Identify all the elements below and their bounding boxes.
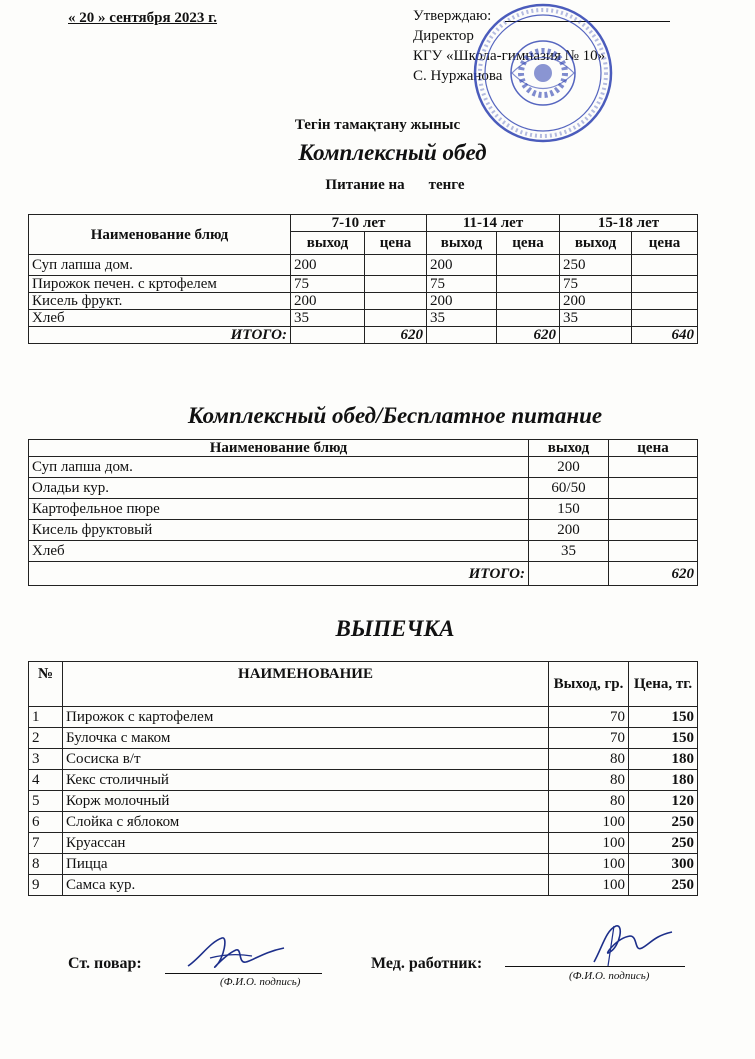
cell-value: 200 [427, 293, 497, 310]
cell-value: 200 [427, 255, 497, 276]
cell-value [365, 276, 427, 293]
approval-line-2: Директор [413, 28, 474, 44]
cell-value [632, 255, 698, 276]
cell-out: 150 [529, 499, 609, 520]
dish-name: Пирожок печен. с кртофелем [29, 276, 291, 293]
header-age-7-10: 7-10 лет [291, 215, 427, 232]
cell-value [497, 310, 560, 327]
row-number: 5 [29, 791, 63, 812]
row-number: 1 [29, 707, 63, 728]
table-row [29, 707, 698, 728]
item-name: Самса кур. [63, 875, 549, 896]
header-dish-name: Наименование блюд [29, 440, 529, 457]
empty-cell [427, 327, 497, 344]
row-number: 2 [29, 728, 63, 749]
cook-label: Ст. повар: [68, 955, 142, 972]
table-row [29, 833, 698, 854]
row-number: 6 [29, 812, 63, 833]
dish-name: Кисель фруктовый [29, 520, 529, 541]
dish-name: Суп лапша дом. [29, 457, 529, 478]
item-name: Пицца [63, 854, 549, 875]
cell-out: 35 [529, 541, 609, 562]
item-name: Сосиска в/т [63, 749, 549, 770]
bakery-title: ВЫПЕЧКА [335, 616, 455, 641]
cell-value: 200 [291, 255, 365, 276]
item-price: 250 [629, 812, 698, 833]
total-label: ИТОГО: [29, 562, 529, 586]
table-row [29, 478, 698, 499]
item-price: 150 [629, 728, 698, 749]
total-label: ИТОГО: [29, 327, 291, 344]
item-name: Корж молочный [63, 791, 549, 812]
empty-cell [529, 562, 609, 586]
item-out: 80 [549, 791, 629, 812]
total-value: 620 [365, 327, 427, 344]
medic-signature [580, 918, 680, 970]
cell-value: 75 [560, 276, 632, 293]
row-number: 7 [29, 833, 63, 854]
cell-value: 75 [291, 276, 365, 293]
header-age-15-18: 15-18 лет [560, 215, 698, 232]
bakery-table [28, 661, 698, 896]
dish-name: Картофельное пюре [29, 499, 529, 520]
subtitle [0, 177, 755, 194]
cell-price [609, 499, 698, 520]
header-price: цена [609, 440, 698, 457]
table-row [29, 293, 698, 310]
cook-sign-hint: (Ф.И.О. подпись) [220, 976, 301, 988]
item-price: 120 [629, 791, 698, 812]
item-name: Булочка с маком [63, 728, 549, 749]
cell-value [497, 255, 560, 276]
document-date: « 20 » сентября 2023 г. [68, 10, 218, 26]
free-lunch-title: Комплексный обед/Бесплатное питание [187, 403, 603, 428]
cell-value: 35 [291, 310, 365, 327]
table-row [29, 854, 698, 875]
cell-out: 200 [529, 457, 609, 478]
page-title: Комплексный обед [298, 140, 487, 165]
cell-out: 200 [529, 520, 609, 541]
table-row [29, 255, 698, 276]
header-price: цена [497, 232, 560, 255]
item-out: 70 [549, 707, 629, 728]
table-row [29, 728, 698, 749]
item-name: Слойка с яблоком [63, 812, 549, 833]
empty-cell [560, 327, 632, 344]
dish-name: Хлеб [29, 541, 529, 562]
free-lunch-table [28, 439, 698, 586]
header-price: Цена, тг. [629, 662, 698, 707]
cell-value [365, 255, 427, 276]
cell-out: 60/50 [529, 478, 609, 499]
cell-price [609, 520, 698, 541]
header-age-11-14: 11-14 лет [427, 215, 560, 232]
header-out: выход [291, 232, 365, 255]
cell-value: 35 [427, 310, 497, 327]
approval-line-4: С. Нуржанова [413, 68, 503, 84]
table-row [29, 791, 698, 812]
total-value: 620 [497, 327, 560, 344]
item-out: 100 [549, 875, 629, 896]
header-price: цена [632, 232, 698, 255]
item-price: 300 [629, 854, 698, 875]
cell-value [365, 293, 427, 310]
item-out: 100 [549, 854, 629, 875]
total-row [29, 327, 698, 344]
header-name: НАИМЕНОВАНИЕ [63, 662, 549, 707]
cell-value [632, 310, 698, 327]
subtitle-left: Питание на [325, 177, 405, 193]
item-out: 100 [549, 812, 629, 833]
dish-name: Оладьи кур. [29, 478, 529, 499]
cell-value: 200 [560, 293, 632, 310]
cell-value: 250 [560, 255, 632, 276]
approval-line-3: КГУ «Школа-гимназия № 10» [413, 48, 606, 64]
header-number: № [29, 662, 63, 707]
cell-price [609, 541, 698, 562]
cell-value [632, 276, 698, 293]
item-name: Пирожок с картофелем [63, 707, 549, 728]
cell-value [497, 276, 560, 293]
cell-price [609, 478, 698, 499]
table-row [29, 812, 698, 833]
empty-cell [291, 327, 365, 344]
table-row [29, 310, 698, 327]
total-value: 620 [609, 562, 698, 586]
medic-label: Мед. работник: [371, 955, 483, 972]
row-number: 4 [29, 770, 63, 791]
table-row [29, 749, 698, 770]
approval-line-1: Утверждаю: [413, 8, 492, 24]
dish-name: Суп лапша дом. [29, 255, 291, 276]
kz-title: Тегін тамақтану жыныс [294, 117, 461, 133]
table-row [29, 276, 698, 293]
item-price: 250 [629, 875, 698, 896]
item-out: 70 [549, 728, 629, 749]
cell-value [497, 293, 560, 310]
item-name: Круассан [63, 833, 549, 854]
item-out: 100 [549, 833, 629, 854]
item-name: Кекс столичный [63, 770, 549, 791]
table-row [29, 520, 698, 541]
cell-value: 200 [291, 293, 365, 310]
table-row [29, 499, 698, 520]
cell-value: 75 [427, 276, 497, 293]
cell-price [609, 457, 698, 478]
table-row [29, 770, 698, 791]
item-out: 80 [549, 770, 629, 791]
header-out: выход [427, 232, 497, 255]
subtitle-right: тенге [428, 177, 465, 193]
total-value: 640 [632, 327, 698, 344]
item-out: 80 [549, 749, 629, 770]
table-row [29, 457, 698, 478]
dish-name: Кисель фрукт. [29, 293, 291, 310]
header-price: цена [365, 232, 427, 255]
header-out: выход [529, 440, 609, 457]
row-number: 8 [29, 854, 63, 875]
item-price: 180 [629, 770, 698, 791]
item-price: 250 [629, 833, 698, 854]
item-price: 180 [629, 749, 698, 770]
row-number: 9 [29, 875, 63, 896]
table-row [29, 875, 698, 896]
dish-name: Хлеб [29, 310, 291, 327]
header-out: Выход, гр. [549, 662, 629, 707]
cell-value: 35 [560, 310, 632, 327]
table-row [29, 541, 698, 562]
cell-value [365, 310, 427, 327]
header-dish-name: Наименование блюд [29, 215, 291, 255]
header-out: выход [560, 232, 632, 255]
cell-value [632, 293, 698, 310]
medic-sign-hint: (Ф.И.О. подпись) [569, 970, 650, 982]
complex-lunch-table [28, 214, 698, 344]
item-price: 150 [629, 707, 698, 728]
cook-signature [180, 928, 290, 978]
total-row [29, 562, 698, 586]
row-number: 3 [29, 749, 63, 770]
